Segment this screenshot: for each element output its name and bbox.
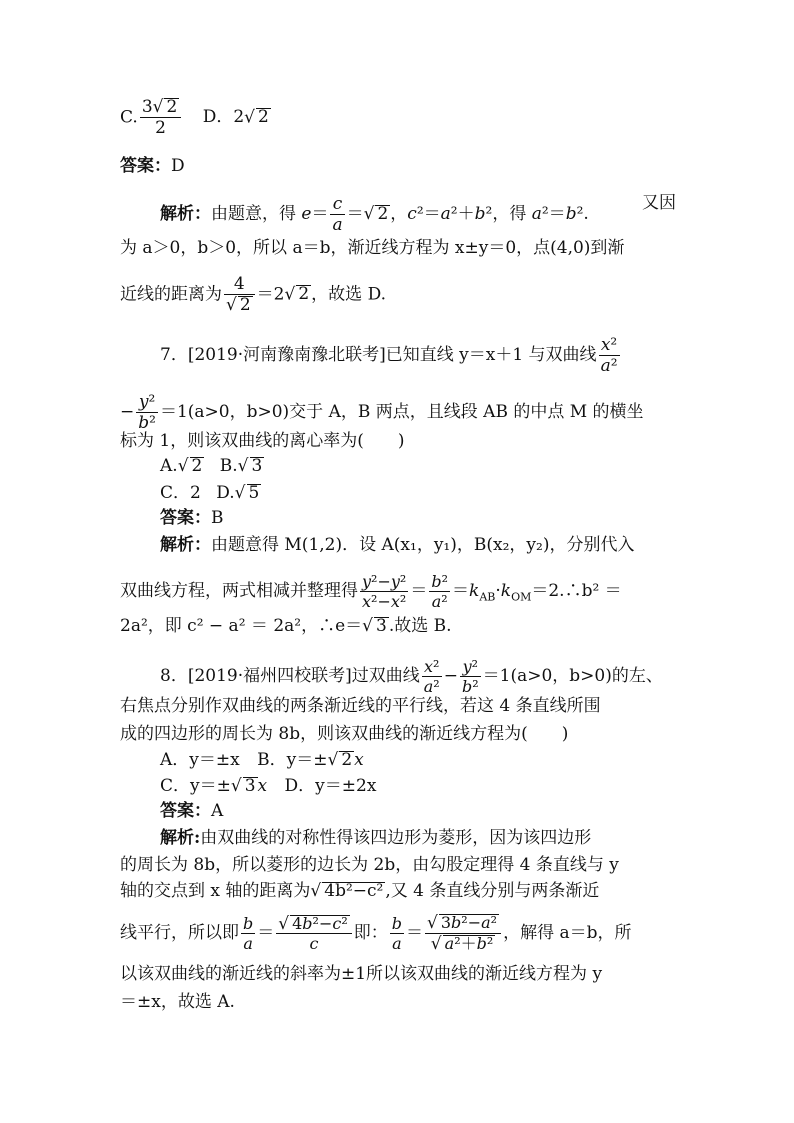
- q7-option-c: C．2: [160, 483, 201, 503]
- q7-question-line1: 7．[2019·河南豫南豫北联考]已知直线 y＝x＋1 与双曲线 $\frac{\text{x²}}{\text{a²}}$: [160, 335, 618, 376]
- q8-analysis-line2: 的周长为 8b，所以菱形的边长为 2b，由勾股定理得 4 条直线与 y: [120, 855, 619, 875]
- q7-option-d: D.: [216, 483, 235, 503]
- q7-question-line2: − $\frac{\text{y²}}{\text{b²}}$ ＝1(a>0，b>0)交于 A，B 两点，且线段 AB 的中点 M 的横坐: [120, 392, 644, 433]
- q6-analysis-line1: 解析：由题意，得 e＝ $\frac{c}{a}$ ＝√ 2 ，c²＝a²＋b²，得 a²＝b². 又因: [160, 193, 676, 235]
- q8-analysis-line5: 以该双曲线的渐近线的斜率为±1所以该双曲线的渐近线方程为 y: [120, 964, 603, 984]
- q7-answer: 答案：B: [160, 508, 224, 528]
- q8-options-cd: C．y＝±√ 3 x D．y＝±2x: [160, 776, 377, 796]
- q7-analysis-line3: 2a²，即 c² − a² ＝ 2a²，∴e＝√ 3 .故选 B.: [120, 616, 452, 636]
- q8-option-c: C．y＝±: [160, 776, 231, 796]
- q8-analysis-line6: ＝±x，故选 A.: [120, 992, 235, 1012]
- q7-question-line3: 标为 1，则该双曲线的离心率为( ): [120, 431, 405, 451]
- q6-option-c-fraction: $\frac{3√ 2}{2}$: [140, 98, 182, 138]
- q8-question-line3: 成的四边形的周长为 8b，则该双曲线的渐近线方程为( ): [120, 724, 569, 744]
- q8-option-a: A．y＝±x: [160, 750, 240, 770]
- q8-options-ab: A．y＝±x B．y＝±√ 2 x: [160, 750, 364, 770]
- q8-question-line1: 8．[2019·福州四校联考]过双曲线 $\frac{\text{x²}}{\text{a²}}$ − $\frac{\text{y²}}{\text{b²}}$ ＝1(a>0，b>0)的左、: [160, 657, 663, 696]
- q8-option-d: D．y＝±2x: [284, 776, 377, 796]
- q8-analysis-line3: 轴的交点到 x 轴的距离为√ 4b²−c² ,又 4 条直线分别与两条渐近: [120, 881, 600, 901]
- q6-answer: 答案：D: [120, 156, 185, 176]
- q6-option-c-label: C.: [120, 107, 138, 128]
- q6-analysis-line3: 近线的距离为 $\frac{4}{√ 2}$ ＝2√ 2 ，故选 D.: [120, 274, 387, 315]
- q6-analysis-line2: 为 a＞0，b＞0，所以 a＝b，渐近线方程为 x±y＝0，点(4,0)到渐: [120, 238, 625, 258]
- q6-option-d: D．2: [202, 107, 245, 128]
- q8-analysis-line1: 解析:由双曲线的对称性得该四边形为菱形，因为该四边形: [160, 828, 592, 848]
- q8-question-line2: 右焦点分别作双曲线的两条渐近线的平行线，若这 4 条直线所围: [120, 696, 601, 716]
- q7-options-cd: C．2 D.√ 5: [160, 483, 260, 503]
- q7-option-b: B.: [219, 456, 238, 476]
- q8-option-b: B．y＝±: [257, 750, 328, 770]
- q7-options-ab: A.√ 2 B.√ 3: [160, 456, 263, 476]
- q6-options: C. $\frac{3√ 2}{2}$ D．2√ 2: [120, 97, 269, 138]
- q7-analysis-line2: 双曲线方程，两式相减并整理得 $\frac{\text{y²−y²}}{\text{x²−x²}}$ ＝ $\frac{\text{b²}}{\text{a²}}$ $=k_{AB}\cdot k_{OM}=2.\therefore b^2$ ＝: [120, 572, 622, 611]
- q8-answer: 答案：A: [160, 801, 224, 821]
- q8-analysis-line4: 线平行，所以即 $\frac{b}{a}$ ＝ $\frac{\text{√ 4b²−c²}}{c}$ 即： $\frac{b}{a}$ ＝ $\frac{\text{√ 3b²−a²}}{\text{√ a²＋b²}}$ ，解得 a＝b，所: [120, 913, 632, 954]
- q7-analysis-line1: 解析：由题意得 M(1,2)．设 A(x₁，y₁)，B(x₂，y₂)，分别代入: [160, 535, 635, 555]
- q7-option-a: A.: [160, 456, 178, 476]
